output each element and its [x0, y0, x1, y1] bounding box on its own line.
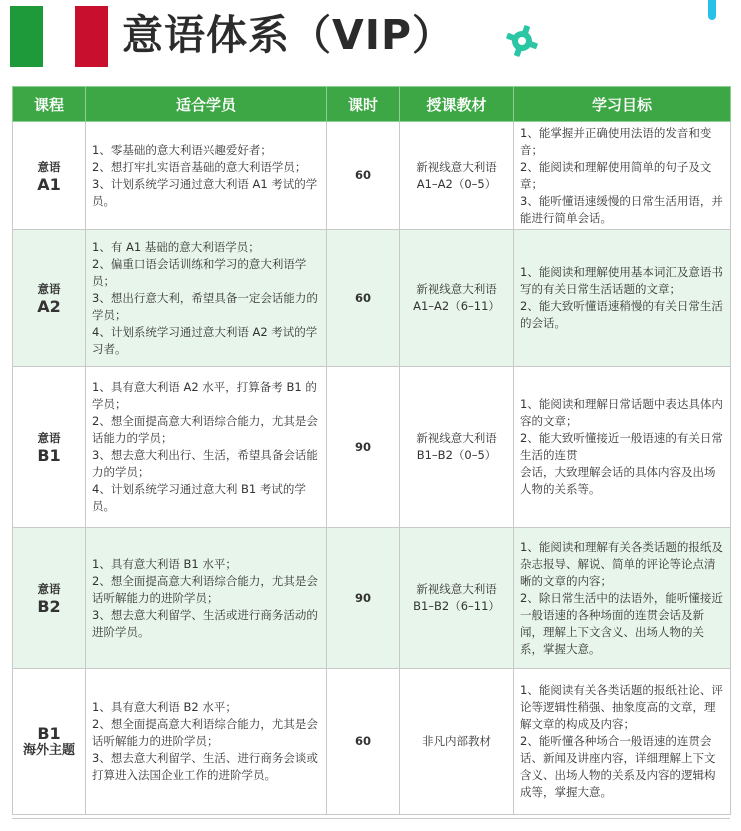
material-cell	[400, 528, 514, 669]
course-name-line: 意语	[37, 431, 61, 445]
material-line: 新视线意大利语	[416, 431, 497, 445]
gear-icon	[505, 24, 539, 58]
goal-item: 2、能阅读和理解使用简单的句子及文章；	[520, 159, 712, 191]
course-name-cell	[13, 669, 86, 815]
course-name-cell	[13, 367, 86, 528]
goals-cell	[514, 122, 731, 230]
course-name-line: 意语	[37, 582, 61, 596]
material-line: 新视线意大利语	[416, 159, 497, 174]
hours-cell: 60	[327, 230, 400, 367]
col-header-goals: 学习目标	[514, 87, 731, 122]
audience-cell	[86, 669, 327, 815]
course-name-cell	[13, 230, 86, 367]
material-line: A1–A2（0–5）	[416, 176, 497, 191]
table-row	[13, 367, 731, 528]
goal-item: 会话，大致理解会话的具体内容及出场人物的关系等。	[520, 465, 716, 496]
goal-item: 1、能掌握并正确使用法语的发音和变音；	[520, 125, 712, 157]
audience-item: 2、想全面提高意大利语综合能力，尤其是会话听解能力的进阶学员；	[92, 573, 318, 605]
goals-cell	[514, 528, 731, 669]
course-name-cell	[13, 528, 86, 669]
audience-item: 3、想去意大利留学、生活、进行商务会谈或打算进入法国企业工作的进阶学员。	[92, 751, 318, 782]
goals-cell	[514, 367, 731, 528]
material-line: B1–B2（6–11）	[413, 599, 500, 613]
audience-item: 1、具有意大利语 A2 水平，打算备考 B1 的学员；	[92, 380, 317, 411]
goal-item: 2、除日常生活中的法语外，能听懂接近一般语速的各种场面的连贯会话及新闻，理解上下文含义、出场人物的关系，掌握大意。	[520, 590, 723, 656]
material-cell	[400, 230, 514, 367]
course-name-cell	[13, 122, 86, 230]
goals-cell	[514, 230, 731, 367]
goal-item: 1、能阅读和理解日常话题中表达具体内容的文章；	[520, 397, 723, 428]
goal-item: 2、能听懂各种场合一般语速的连贯会话、新闻及讲座内容，详细理解上下文含义、出场人物的关系及内容的逻辑构成等，掌握大意。	[520, 734, 716, 799]
goal-item: 1、能阅读和理解有关各类话题的报纸及杂志报导、解说、简单的评论等论点清晰的文章的内容；	[520, 539, 723, 588]
italy-flag-green-bar	[10, 6, 43, 67]
table-row	[13, 669, 731, 815]
table-row	[13, 528, 731, 669]
audience-item: 3、想去意大利留学、生活或进行商务活动的进阶学员。	[92, 607, 318, 639]
table-row	[13, 122, 731, 230]
audience-item: 3、想去意大利出行、生活，希望具备会话能力的学员；	[92, 448, 318, 479]
material-line: B1–B2（0–5）	[416, 448, 497, 462]
material-cell	[400, 367, 514, 528]
page-title: 意语体系（VIP）	[122, 11, 455, 59]
material-line: 非凡内部教材	[422, 734, 491, 748]
audience-item: 2、想打牢扎实语音基础的意大利语学员；	[92, 159, 307, 174]
italy-flag-red-bar	[75, 6, 108, 67]
course-level: B2	[37, 597, 61, 616]
course-level: A1	[37, 174, 61, 194]
goal-item: 1、能阅读有关各类话题的报纸社论、评论等逻辑性稍强、抽象度高的文章，理解文章的构成及内容；	[520, 683, 723, 731]
audience-cell	[86, 230, 327, 367]
course-table	[12, 86, 731, 815]
audience-item: 4、计划系统学习通过意大利语 A2 考试的学习者。	[92, 324, 318, 356]
audience-item: 1、具有意大利语 B1 水平；	[92, 556, 237, 571]
table-header-row	[13, 87, 731, 122]
goal-item: 2、能大致听懂语速稍慢的有关日常生活的会话。	[520, 299, 723, 330]
corner-accent	[708, 0, 716, 20]
hours-cell: 60	[327, 669, 400, 815]
audience-cell	[86, 367, 327, 528]
audience-cell	[86, 528, 327, 669]
col-header-hours: 课时	[327, 87, 400, 122]
col-header-audience: 适合学员	[86, 87, 327, 122]
audience-item: 2、偏重口语会话训练和学习的意大利语学员；	[92, 256, 307, 288]
col-header-course: 课程	[13, 87, 86, 122]
audience-cell	[86, 122, 327, 230]
material-line: A1–A2（6–11）	[413, 299, 500, 313]
goal-item: 1、能阅读和理解使用基本词汇及意语书写的有关日常生活话题的文章；	[520, 265, 723, 296]
goal-item: 2、能大致听懂接近一般语速的有关日常生活的连贯	[520, 431, 723, 462]
audience-item: 2、想全面提高意大利语综合能力，尤其是会话能力的学员；	[92, 414, 318, 445]
course-level: B1	[37, 723, 61, 743]
audience-item: 3、计划系统学习通过意大利语 A1 考试的学员。	[92, 176, 318, 208]
col-header-material: 授课教材	[400, 87, 514, 122]
material-cell	[400, 669, 514, 815]
material-cell	[400, 122, 514, 230]
audience-item: 2、想全面提高意大利语综合能力，尤其是会话听解能力的进阶学员；	[92, 717, 318, 748]
table-row	[13, 230, 731, 367]
course-name-line: 海外主题	[22, 742, 75, 758]
goals-cell	[514, 669, 731, 815]
course-level: A2	[37, 297, 61, 316]
hours-cell: 90	[327, 367, 400, 528]
table-bottom-edge	[12, 818, 730, 831]
course-name-line: 意语	[37, 159, 61, 174]
audience-item: 1、具有意大利语 B2 水平；	[92, 700, 237, 714]
audience-item: 1、零基础的意大利语兴趣爱好者；	[92, 142, 272, 157]
audience-item: 3、想出行意大利，希望具备一定会话能力的学员；	[92, 290, 318, 322]
hours-cell: 90	[327, 528, 400, 669]
audience-item: 4、计划系统学习通过意大利 B1 考试的学员。	[92, 482, 306, 513]
material-line: 新视线意大利语	[416, 582, 497, 596]
goal-item: 3、能听懂语速缓慢的日常生活用语，并能进行简单会话。	[520, 193, 723, 225]
course-level: B1	[37, 446, 61, 465]
hours-cell: 60	[327, 122, 400, 230]
audience-item: 1、有 A1 基础的意大利语学员；	[92, 239, 260, 254]
material-line: 新视线意大利语	[416, 282, 497, 296]
course-name-line: 意语	[37, 282, 61, 296]
